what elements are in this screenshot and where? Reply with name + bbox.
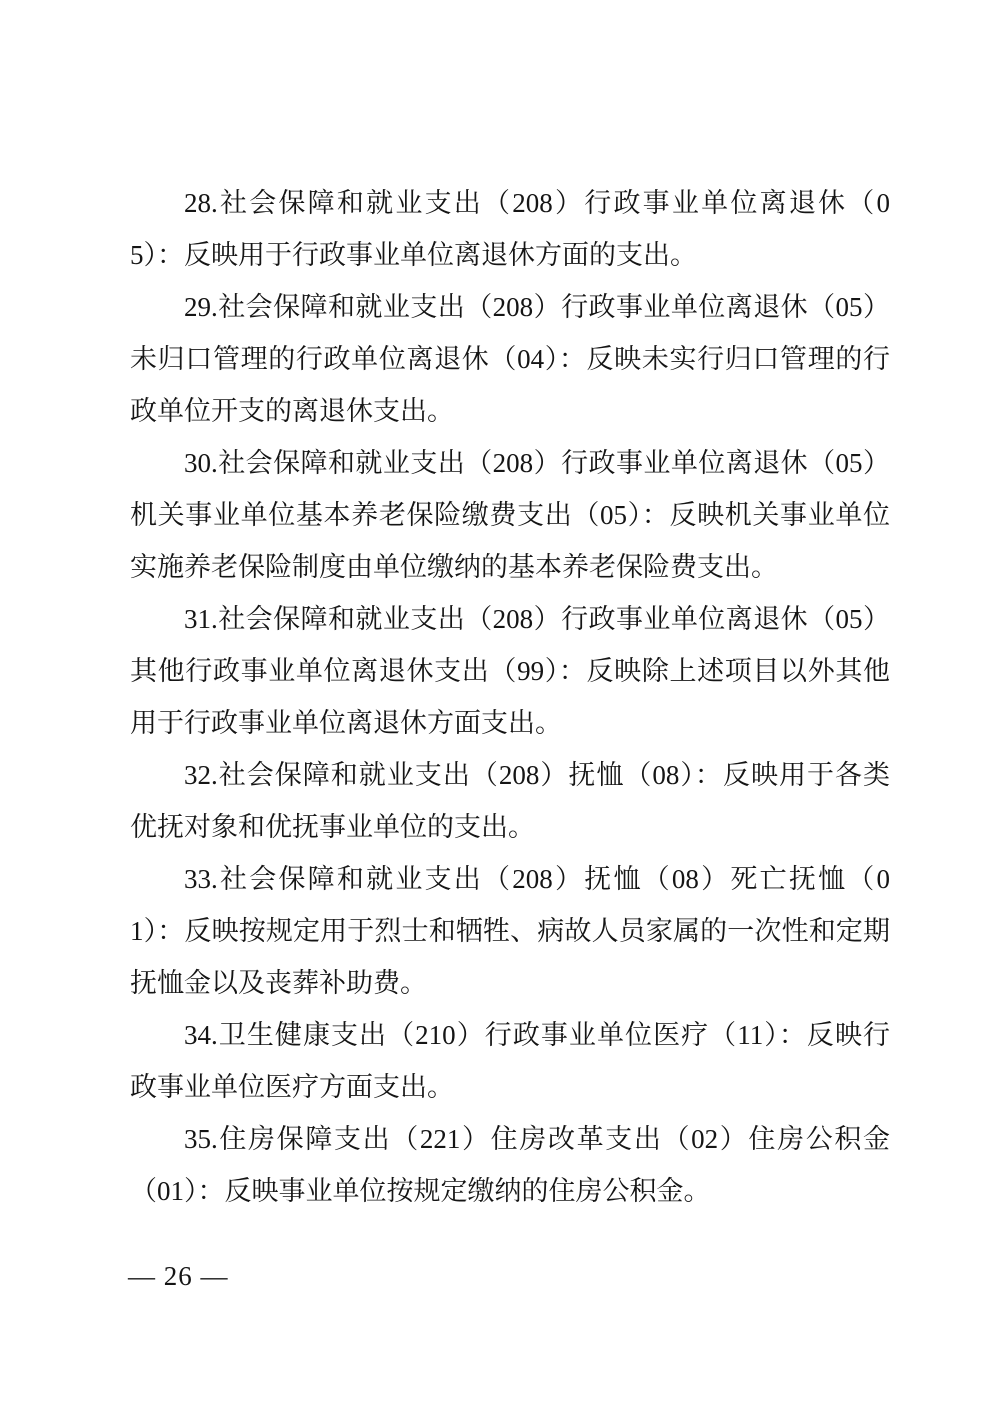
page-number: — 26 — (128, 1261, 229, 1291)
paragraph: 35.住房保障支出（221）住房改革支出（02）住房公积金（01）：反映事业单位按规定缴纳的住房公积金。 (130, 1124, 890, 1206)
paragraph: 31.社会保障和就业支出（208）行政事业单位离退休（05）其他行政事业单位离退休支出（99）：反映除上述项目以外其他用于行政事业单位离退休方面支出。 (130, 604, 890, 738)
paragraph: 32.社会保障和就业支出（208）抚恤（08）：反映用于各类优抚对象和优抚事业单位的支出。 (130, 760, 890, 842)
paragraph: 29.社会保障和就业支出（208）行政事业单位离退休（05）未归口管理的行政单位离退休（04）：反映未实行归口管理的行政单位开支的离退休支出。 (130, 292, 890, 426)
document-body (130, 177, 890, 1217)
paragraph: 28.社会保障和就业支出（208）行政事业单位离退休（05）：反映用于行政事业单位离退休方面的支出。 (130, 188, 890, 270)
paragraph: 30.社会保障和就业支出（208）行政事业单位离退休（05）机关事业单位基本养老保险缴费支出（05）：反映机关事业单位实施养老保险制度由单位缴纳的基本养老保险费支出。 (130, 448, 890, 582)
paragraph: 33.社会保障和就业支出（208）抚恤（08）死亡抚恤（01）：反映按规定用于烈士和牺牲、病故人员家属的一次性和定期抚恤金以及丧葬补助费。 (130, 864, 890, 998)
paragraph: 34.卫生健康支出（210）行政事业单位医疗（11）：反映行政事业单位医疗方面支出。 (130, 1020, 890, 1102)
